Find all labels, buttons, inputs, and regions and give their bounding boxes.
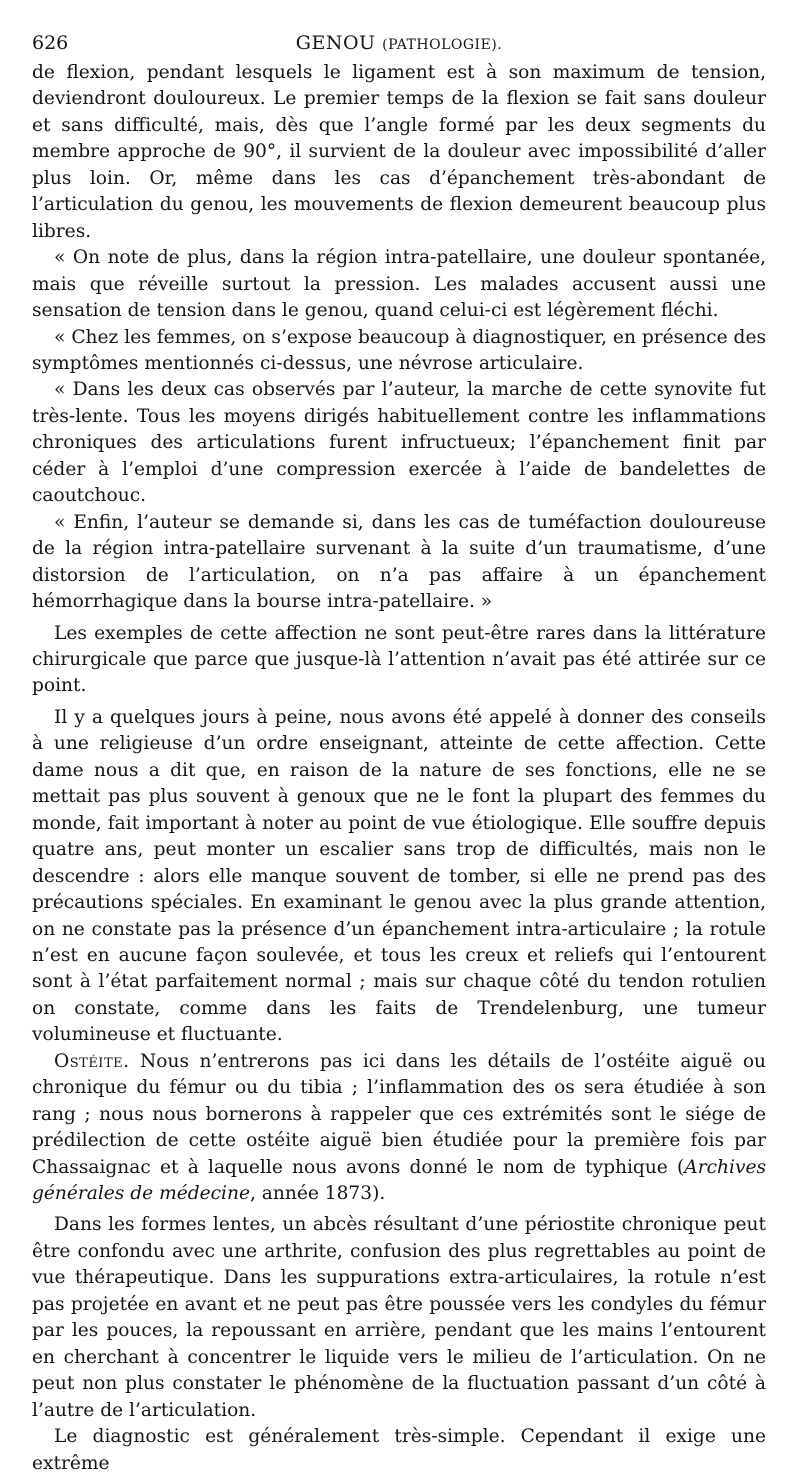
paragraph-quote: « Dans les deux cas observés par l’auteur, la marche de cette synovite fut très-lente. Tous les moyens dirigés habituellement contre les inflammations chroniques des articulations furent infructueux; l’épanchement finit par céder à l’emploi d’une compression exercée à l’aide de bandelettes de caoutchouc. [32,379,766,507]
paragraph: Il y a quelques jours à peine, nous avons été appelé à donner des conseils à une religieuse d’un ordre enseignant, atteinte de cette affection. Cette dame nous a dit que, en raison de la nature de ses fonctions, elle ne se mettait pas plus souvent à genoux que ne le font la plupart des femmes du monde, fait important à noter au point de vue étiologique. Elle souffre depuis quatre ans, peut monter un escalier sans trop de difficultés, mais non le descendre : alors elle manque souvent de tomber, si elle ne prend pas des précautions spéciales. En examinant le genou avec la plus grande attention, on ne constate pas la présence d’un épanchement intra-articulaire ; la rotule n’est en aucune façon soulevée, et tous les creux et reliefs qui l’entourent sont à l’état parfaitement normal ; mais sur chaque côté du tendon rotulien on constate, comme dans les faits de Trendelenburg, une tumeur volumineuse et fluctuante. [32,706,766,1046]
paragraph-tail: , année 1873). [249,1183,386,1205]
journal-citation: Archives générales de médecine [32,1156,766,1205]
paragraph: de flexion, pendant lesquels le ligament est à son maximum de tension, deviendront douloureux. Le premier temps de la flexion se fait sans douleur et sans difficulté, mais, dès que l’angle formé par les deux segments du membre approche de 90°, il survient de la douleur avec impossibilité d’aller plus loin. Or, même dans les cas d’épanchement très-abondant de l’articulation du genou, les mouvements de flexion demeurent beaucoup plus libres. [32,62,766,242]
paragraph: Le diagnostic est généralement très-simple. Cependant il exige une extrême [32,1426,766,1474]
paragraph-text: Nous n’entrerons pas ici dans les détails de l’ostéite aiguë ou chronique du fémur ou du tibia ; l’inflammation des os sera étudiée à son rang ; nous nous bornerons à rappeler que ces extrémités sont le siége de prédilection de cette ostéite aiguë bien étudiée pour la première fois par Chassaignac et à laquelle nous avons donné le nom de typhique ( [32,1050,766,1178]
paragraph-osteite [32,1049,766,1208]
running-title-main: GENOU [295,32,376,54]
paragraph-quote: « Chez les femmes, on s’expose beaucoup à diagnostiquer, en présence des symptômes mentionnés ci-dessus, une névrose articulaire. [32,326,766,374]
paragraph-quote: « On note de plus, dans la région intra-patellaire, une douleur spontanée, mais que réveille surtout la pression. Les malades accusent aussi une sensation de tension dans le genou, quand celui-ci est légèrement fléchi. [32,247,766,322]
running-title-subtitle: (PATHOLOGIE). [382,37,503,53]
section-lead: Ostéite. [54,1050,130,1072]
body-text [32,60,766,1477]
paragraph-quote: « Enfin, l’auteur se demande si, dans les cas de tuméfaction douloureuse de la région intra-patellaire survenant à la suite d’un traumatisme, d’une distorsion de l’articulation, on n’a pas affaire à un épanchement hémorrhagique dans la bourse intra-patellaire. » [32,511,766,613]
running-title [32,26,766,62]
page-number: 626 [32,32,69,54]
paragraph: Les exemples de cette affection ne sont peut-être rares dans la littérature chirurgicale que parce que jusque-là l’attention n’avait pas été attirée sur ce point. [32,622,766,697]
paragraph: Dans les formes lentes, un abcès résultant d’une périostite chronique peut être confondu avec une arthrite, confusion des plus regrettables au point de vue thérapeutique. Dans les suppurations extra-articulaires, la rotule n’est pas projetée en avant et ne peut pas être poussée vers les condyles du fémur par les pouces, la repoussant en arrière, pendant que les mains l’entourent en cherchant à concentrer le liquide vers le milieu de l’articulation. On ne peut non plus constater le phénomène de la fluctuation passant d’un côté à l’autre de l’articulation. [32,1214,766,1421]
running-header [32,26,766,60]
